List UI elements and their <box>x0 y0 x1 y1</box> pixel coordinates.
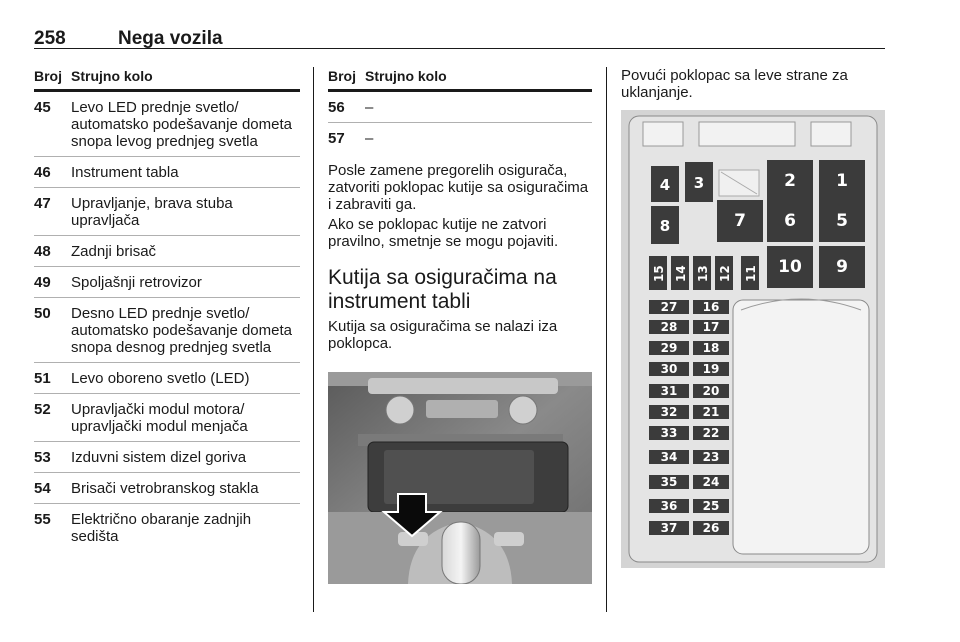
page-header <box>34 28 885 49</box>
fuse-label: 31 <box>660 384 678 398</box>
table-row <box>34 236 300 267</box>
fuse-number: 46 <box>34 164 51 181</box>
page-number: 258 <box>34 28 66 49</box>
fuse-label: 35 <box>660 475 678 489</box>
circuit-text: – <box>365 130 374 147</box>
fuse-number: 48 <box>34 243 51 260</box>
paragraph: Povući poklopac sa leve strane za uklanjanje. <box>621 67 848 101</box>
console-photo <box>328 372 592 584</box>
circuit-text: Upravljanje, brava stuba upravljača <box>71 195 233 229</box>
fuse-label: 37 <box>660 521 678 535</box>
table-row <box>34 504 300 551</box>
fuse-label: 21 <box>702 405 720 419</box>
fuse-label: 6 <box>784 211 796 231</box>
fuse-table-left <box>34 67 300 551</box>
fuse-box-diagram <box>621 110 885 568</box>
fuse-label: 9 <box>836 257 848 277</box>
header-broj: Broj <box>328 68 356 84</box>
fuse-table-right <box>328 67 592 352</box>
fuse-label: 15 <box>652 265 666 282</box>
fuse-number: 45 <box>34 99 51 116</box>
fuse-label: 26 <box>702 521 720 535</box>
fuse-label: 36 <box>660 499 678 513</box>
fuse-label: 28 <box>660 320 678 334</box>
circuit-text: Desno LED prednje svetlo/ automatsko podešavanje dometa snopa desnog prednjeg svetla <box>71 305 292 356</box>
fuse-label: 24 <box>702 475 720 489</box>
table-row <box>34 188 300 236</box>
fuse-number: 50 <box>34 305 51 322</box>
fuse-label: 20 <box>702 384 720 398</box>
paragraph: Ako se poklopac kutije ne zatvori pravilno, smetnje se mogu pojaviti. <box>328 216 559 250</box>
fuse-label: 27 <box>660 300 678 314</box>
fuse-label: 30 <box>660 362 678 376</box>
fuse-label: 25 <box>702 499 720 513</box>
section-title: Kutija sa osiguračima na instrument tabli <box>328 266 557 313</box>
instruction-column <box>621 67 885 101</box>
fuse-label: 34 <box>660 450 678 464</box>
table-row <box>328 123 592 153</box>
fuse-label: 17 <box>702 320 720 334</box>
table-row <box>34 267 300 298</box>
fuse-number: 47 <box>34 195 51 212</box>
circuit-text: Električno obaranje zadnjih sedišta <box>71 511 252 545</box>
paragraph: Posle zamene pregorelih osigurača, zatvoriti poklopac kutije sa osiguračima i zabraviti ga. <box>328 162 589 213</box>
fuse-label: 2 <box>784 171 796 191</box>
fuse-label: 14 <box>674 265 688 282</box>
header-strujno-kolo: Strujno kolo <box>365 68 447 84</box>
fuse-label: 3 <box>693 174 705 192</box>
table-row <box>34 394 300 442</box>
fuse-label: 33 <box>660 426 678 440</box>
circuit-text: Zadnji brisač <box>71 243 157 260</box>
column-divider <box>313 67 314 612</box>
fuse-label: 19 <box>702 362 720 376</box>
fuse-number: 55 <box>34 511 51 528</box>
fuse-label: 18 <box>702 341 720 355</box>
fuse-label: 1 <box>836 171 848 191</box>
fuse-number: 49 <box>34 274 51 291</box>
table-row <box>34 363 300 394</box>
table-row <box>328 92 592 123</box>
table-header <box>34 67 300 92</box>
fuse-label: 12 <box>718 265 732 282</box>
circuit-text: Upravljački modul motora/ upravljački modul menjača <box>71 401 248 435</box>
fuse-label: 8 <box>659 217 671 235</box>
fuse-number: 57 <box>328 130 345 147</box>
fuse-label: 22 <box>702 426 720 440</box>
table-row <box>34 298 300 363</box>
fuse-label: 29 <box>660 341 678 355</box>
table-header <box>328 67 592 92</box>
table-row <box>34 473 300 504</box>
paragraph: Kutija sa osiguračima se nalazi iza poklopca. <box>328 318 558 352</box>
circuit-text: Izduvni sistem dizel goriva <box>71 449 247 466</box>
fuse-number: 52 <box>34 401 51 418</box>
fuse-label: 11 <box>744 265 758 282</box>
fuse-label: 5 <box>836 211 848 231</box>
circuit-text: Brisači vetrobranskog stakla <box>71 480 259 497</box>
fuse-label: 13 <box>696 265 710 282</box>
circuit-text: Instrument tabla <box>71 164 179 181</box>
table-row <box>34 92 300 157</box>
circuit-text: Levo oboreno svetlo (LED) <box>71 370 250 387</box>
circuit-text: Levo LED prednje svetlo/ automatsko podešavanje dometa snopa levog prednjeg svetla <box>71 99 292 150</box>
table-row <box>34 442 300 473</box>
fuse-label: 7 <box>734 211 746 231</box>
fuse-label: 4 <box>659 176 671 194</box>
fuse-number: 56 <box>328 99 345 116</box>
fuse-number: 53 <box>34 449 51 466</box>
fuse-label: 23 <box>702 450 720 464</box>
fuse-number: 51 <box>34 370 51 387</box>
fuse-number: 54 <box>34 480 51 497</box>
fuse-label: 32 <box>660 405 678 419</box>
table-row <box>34 157 300 188</box>
circuit-text: Spoljašnji retrovizor <box>71 274 202 291</box>
header-strujno-kolo: Strujno kolo <box>71 68 153 84</box>
header-broj: Broj <box>34 68 62 84</box>
circuit-text: – <box>365 99 374 116</box>
fuse-label: 10 <box>778 257 802 277</box>
column-divider <box>606 67 607 612</box>
page-title: Nega vozila <box>118 28 223 49</box>
fuse-label: 16 <box>702 300 720 314</box>
